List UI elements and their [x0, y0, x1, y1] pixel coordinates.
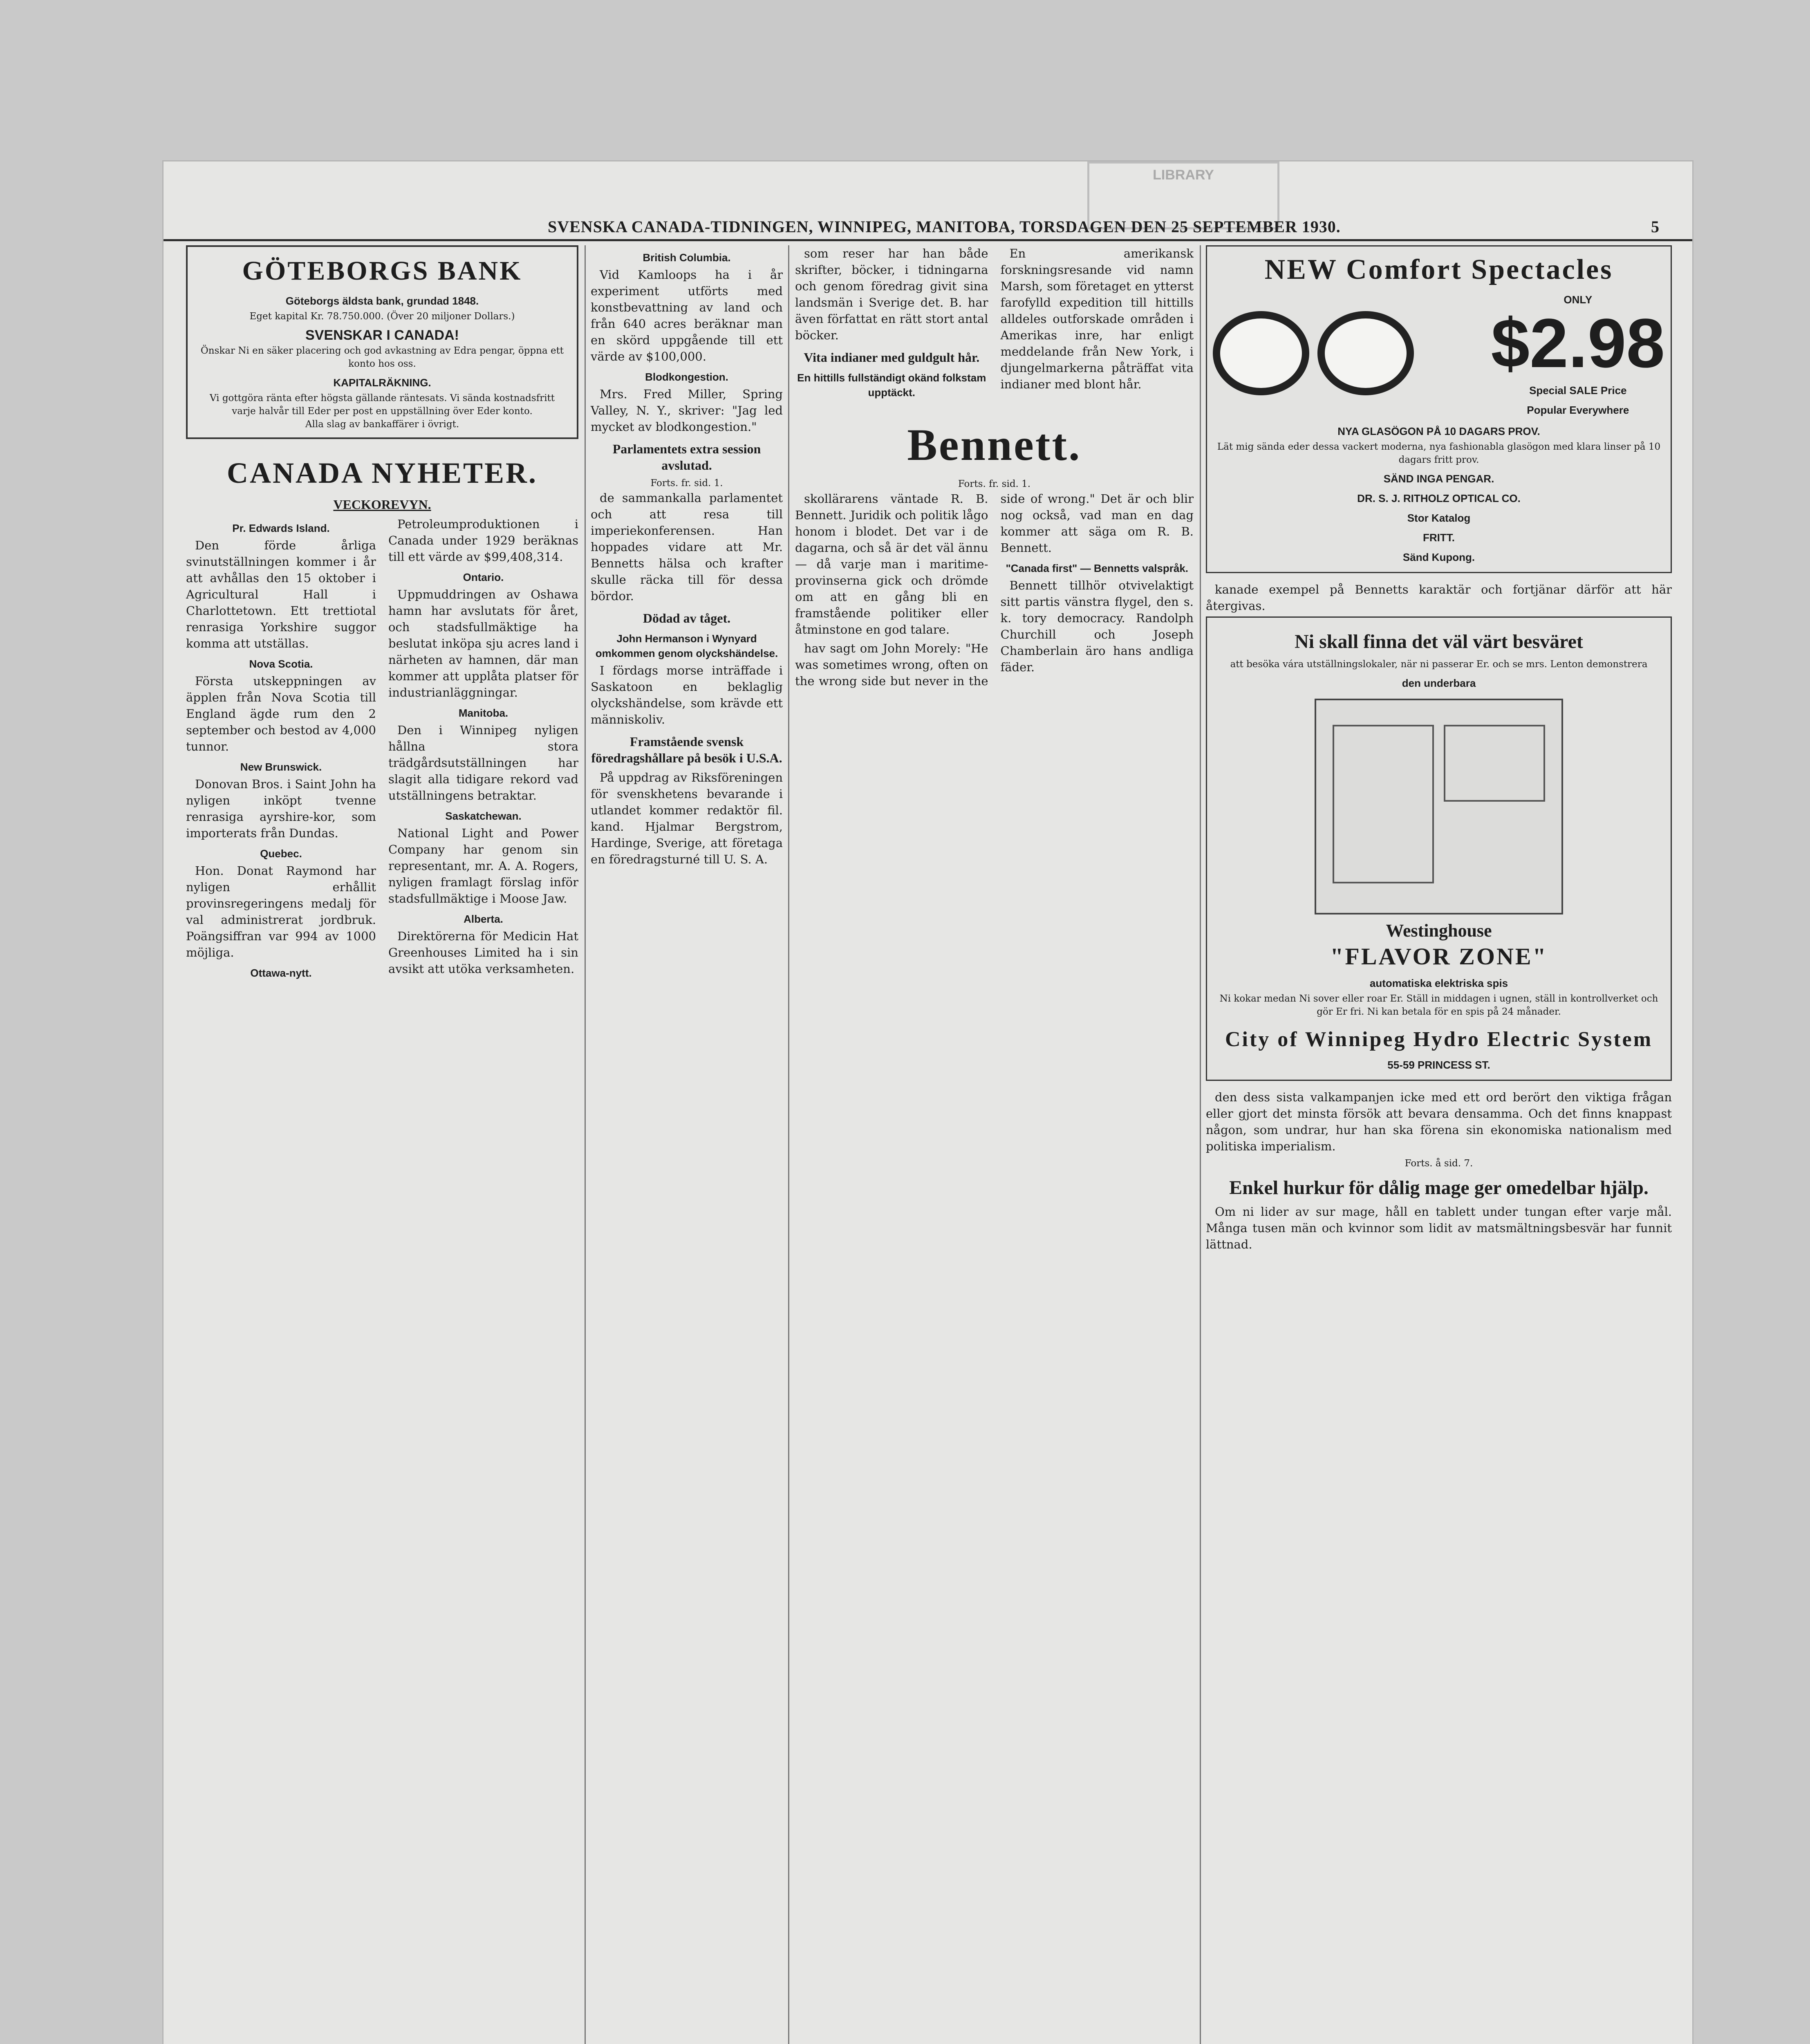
glasses-ad	[1206, 245, 1672, 573]
ot-head: Ottawa-nytt.	[250, 967, 312, 979]
column-rule	[585, 245, 586, 2044]
parl-text: de sammankalla parlamentet och att resa till imperiekonferensen. Han hoppades vidare att Mr. Bennetts hälsa och krafter skulle räcka till för dessa bördor.	[591, 491, 783, 603]
bank-name: GÖTEBORGS BANK	[242, 256, 522, 286]
dod-head: Dödad av tåget.	[643, 611, 731, 625]
ns-text: Första utskeppningen av äpplen från Nova Scotia till England ägde rum den 2 september och bestod av 4,000 tunnor.	[186, 674, 376, 753]
nb-head: New Brunswick.	[240, 761, 322, 773]
bank-text3: Alla slag av bankaffärer i övrigt.	[305, 419, 459, 430]
column-1	[186, 245, 578, 2044]
dod-sub: John Hermanson i Wynyard omkommen genom olyckshändelse.	[595, 632, 778, 659]
fram-text: På uppdrag av Riksföreningen för svenskhetens bevarande i utlandet kommer redaktör fil. kand. Hjalmar Bergstrom, Hardinge, Sverige, att företaga en föredragsturné till U. S. A.	[591, 771, 783, 866]
glasses-head2: NYA GLASÖGON PÅ 10 DAGARS PROV.	[1337, 425, 1540, 437]
flavor-text: Ni kokar medan Ni sover eller roar Er. Ställ in middagen i ugnen, ställ in kontrollverket och gör Er fri. Ni kan betala för en spis på 24 månader.	[1219, 993, 1658, 1017]
glasses-head3: SÄND INGA PENGAR.	[1383, 473, 1494, 485]
flavor-name: "FLAVOR ZONE"	[1330, 943, 1548, 970]
glasses-popular: Popular Everywhere	[1527, 404, 1629, 416]
page-number: 5	[1651, 217, 1660, 236]
column-6	[1206, 245, 1672, 2044]
bank-ad	[186, 245, 578, 439]
bc-text: Vid Kamloops ha i år experiment utförts med konstbevattning av land och från 640 acres beräknar man en skörd uppgående till ett värde av $100,000.	[591, 268, 783, 363]
bennett-left: skollärarens väntade R. B. Bennett. Juridik och politik lågo honom i blodet. Det var i de dagarna, och så är det väl ännu — då varje man i maritime-provinserna gick och drömde om att en gång bli en framstående politiker eller åtminstone en god talare.	[795, 492, 988, 637]
parl-head: Parlamentets extra session avslutad.	[612, 442, 761, 473]
col6-lower-text: den dess sista valkampanjen icke med ett ord berört den viktiga frågan eller gjort det minsta försök att bevara densamma. Och det finns knappast någon, som undrar, hur han ska förena sin ekonomiska nationalism med politiska imperialism.	[1206, 1090, 1672, 1153]
ni-sub: den underbara	[1402, 677, 1476, 689]
ni-text: att besöka vára utställningslokaler, när ni passerar Er. och se mrs. Lenton demonstrera	[1230, 659, 1648, 670]
bennett-body	[795, 491, 1194, 689]
vita-head: Vita indianer med guldgult hår.	[804, 350, 980, 365]
stove-illustration	[1315, 699, 1563, 914]
ontario-text: Uppmuddringen av Oshawa hamn har avslutats för året, och stadsfullmäktige ha beslutat inköpa sju acres land i närheten av hamnen, där man kommer att upplåta platser för industrianläggningar.	[388, 587, 578, 699]
glasses-kupong: Sänd Kupong.	[1402, 551, 1475, 563]
masthead	[164, 215, 1692, 241]
glasses-company: DR. S. J. RITHOLZ OPTICAL CO.	[1357, 492, 1521, 504]
glasses-only: ONLY	[1564, 294, 1593, 306]
bank-head2: SVENSKAR I CANADA!	[305, 327, 459, 343]
bk-text: Mrs. Fred Miller, Spring Valley, N. Y., skriver: "Jag led mycket av blodkongestion."	[591, 387, 783, 434]
parl-sub: Forts. fr. sid. 1.	[650, 478, 723, 489]
library-stamp: LIBRARY	[1087, 161, 1279, 229]
stove-ad	[1206, 616, 1672, 1081]
fram-head: Framstående svensk föredragshållare på besök i U.S.A.	[591, 734, 782, 765]
spectacles-icon	[1213, 311, 1414, 395]
newspaper-page	[164, 161, 1692, 2044]
bank-text2: Vi gottgöra ränta efter högsta gällande räntesats. Vi sända kostnadsfritt varje halvår till Eder per post en uppställning över Eder konto.	[209, 393, 555, 417]
dod-text: I fördags morse inträffade i Saskatoon en beklaglig olyckshändelse, som krävde ett människoliv.	[591, 663, 783, 726]
glasses-stor: Stor Katalog	[1407, 512, 1471, 524]
bank-capital: Eget kapital Kr. 78.750.000. (Över 20 miljoner Dollars.)	[249, 311, 515, 322]
masthead-title: SVENSKA CANADA-TIDNINGEN, WINNIPEG, MANITOBA, TORSDAGEN DEN 25 SEPTEMBER 1930.	[548, 217, 1341, 236]
ontario-head: Ontario.	[463, 571, 504, 583]
column-4	[795, 245, 1194, 2044]
canada-subtitle: VECKOREVYN.	[333, 497, 431, 512]
vita-sub: En hittills fullständigt okänd folkstam upptäckt.	[797, 372, 986, 399]
qc-head: Quebec.	[260, 847, 302, 860]
bc-head: British Columbia.	[643, 251, 731, 264]
hydro-addr: 55-59 PRINCESS ST.	[1387, 1059, 1490, 1071]
col6-top-text: kanade exempel på Bennetts karaktär och fortjänar därför att här återgivas.	[1206, 583, 1672, 613]
qc-text: Hon. Donat Raymond har nyligen erhållit provinsregeringens medalj för val administrerat jordbruk. Poängsiffran var 994 av 1000 möjliga.	[186, 864, 376, 959]
bennett-sub: Forts. fr. sid. 1.	[958, 479, 1031, 489]
column-3	[591, 245, 783, 2044]
glasses-headline: NEW Comfort Spectacles	[1264, 254, 1613, 285]
pei-text: Den förde årliga svinutställningen kommer i år att avhållas den 15 oktober i Agricultural Hall i Charlottetown. Ett trettiotal renrasiga Yorkshire suggor komma att utställas.	[186, 538, 376, 650]
glasses-fritt: FRITT.	[1423, 531, 1455, 544]
vita-text: En amerikansk forskningsresande vid namn Marsh, som företaget en ytterst farofylld expedition till hittills alldeles outforskade områden i Amerikas inre, har enligt meddelande från New York, i djungelmarkerna påträffat vita indianer med blont hår.	[1000, 247, 1194, 391]
col6-forts: Forts. å sid. 7.	[1405, 1158, 1473, 1169]
column-rule	[1200, 245, 1201, 2044]
flavor-sub: automatiska elektriska spis	[1369, 977, 1508, 989]
glasses-text: Lät mig sända eder dessa vackert moderna, nya fashionabla glasögon med klara linser på 10 dagars fritt prov.	[1217, 442, 1661, 465]
pei-head: Pr. Edwards Island.	[232, 522, 330, 534]
enkel-head: Enkel hurkur för dålig mage ger omedelbar hjälp.	[1229, 1177, 1649, 1199]
column-rule	[788, 245, 789, 2044]
enkel-text: Om ni lider av sur mage, håll en tablett under tungan efter varje mål. Många tusen män och kvinnor som lidit av matsmältningsbesvär har funnit lättnad.	[1206, 1205, 1672, 1251]
manitoba-head: Manitoba.	[458, 707, 509, 719]
glasses-price: $2.98	[1491, 305, 1665, 382]
manitoba-text: Den i Winnipeg nyligen hållna stora trädgårdsutställningen har slagit alla tidigare rekord vad utställningens betraktar.	[388, 723, 578, 802]
bennett-title: Bennett.	[907, 420, 1082, 470]
sask-text: National Light and Power Company har genom sin representant, mr. A. A. Rogers, nyligen framlagt förslag inför stadsfullmäktige i Moose Jaw.	[388, 826, 578, 905]
bank-sub: Göteborgs äldsta bank, grundad 1848.	[285, 295, 479, 307]
cf-head: "Canada first" — Bennetts valspråk.	[1006, 562, 1189, 574]
alberta-text: Direktörerna för Medicin Hat Greenhouses Limited ha i sin avsikt att utöka verksamheten.	[388, 929, 578, 976]
bk-head: Blodkongestion.	[645, 371, 728, 383]
sask-head: Saskatchewan.	[445, 810, 522, 822]
top-articles	[795, 245, 1194, 400]
bennett-right: hav sagt om John Morely: "He was sometimes wrong, often on the wrong side but never in the side of wrong." Det är och blir nog också, vad man en dag kommer att säga om R. B. Bennett.	[795, 492, 1194, 688]
flavor-brand: Westinghouse	[1386, 921, 1492, 941]
ni-head: Ni skall finna det väl värt besväret	[1295, 631, 1583, 652]
glasses-special: Special SALE Price	[1529, 384, 1627, 397]
cf-text: Bennett tillhör otvivelaktigt sitt partis vänstra flygel, den s. k. tory democracy. Randolph Churchill och Joseph Chamberlain äro hans andliga fäder.	[1000, 578, 1194, 674]
canada-title: CANADA NYHETER.	[226, 457, 538, 489]
hydro-name: City of Winnipeg Hydro Electric System	[1225, 1028, 1653, 1051]
canada-news	[186, 516, 578, 981]
ot-text: Petroleumproduktionen i Canada under 1929 beräknas till ett värde av $99,408,314.	[388, 517, 578, 564]
bank-head3: KAPITALRÄKNING.	[333, 377, 431, 389]
col4-top-text: som reser har han både skrifter, böcker, i tidningarna och genom föredrag givit sina landsmän i Sverige det. B. har även författat en rätt stort antal böcker.	[795, 247, 988, 342]
nb-text: Donovan Bros. i Saint John ha nyligen inköpt tvenne renrasiga ayrshire-kor, som importerats från Dundas.	[186, 777, 376, 840]
alberta-head: Alberta.	[464, 913, 503, 925]
bank-text1: Önskar Ni en säker placering och god avkastning av Edra pengar, öppna ett konto hos oss.	[200, 345, 564, 369]
ns-head: Nova Scotia.	[249, 658, 313, 670]
